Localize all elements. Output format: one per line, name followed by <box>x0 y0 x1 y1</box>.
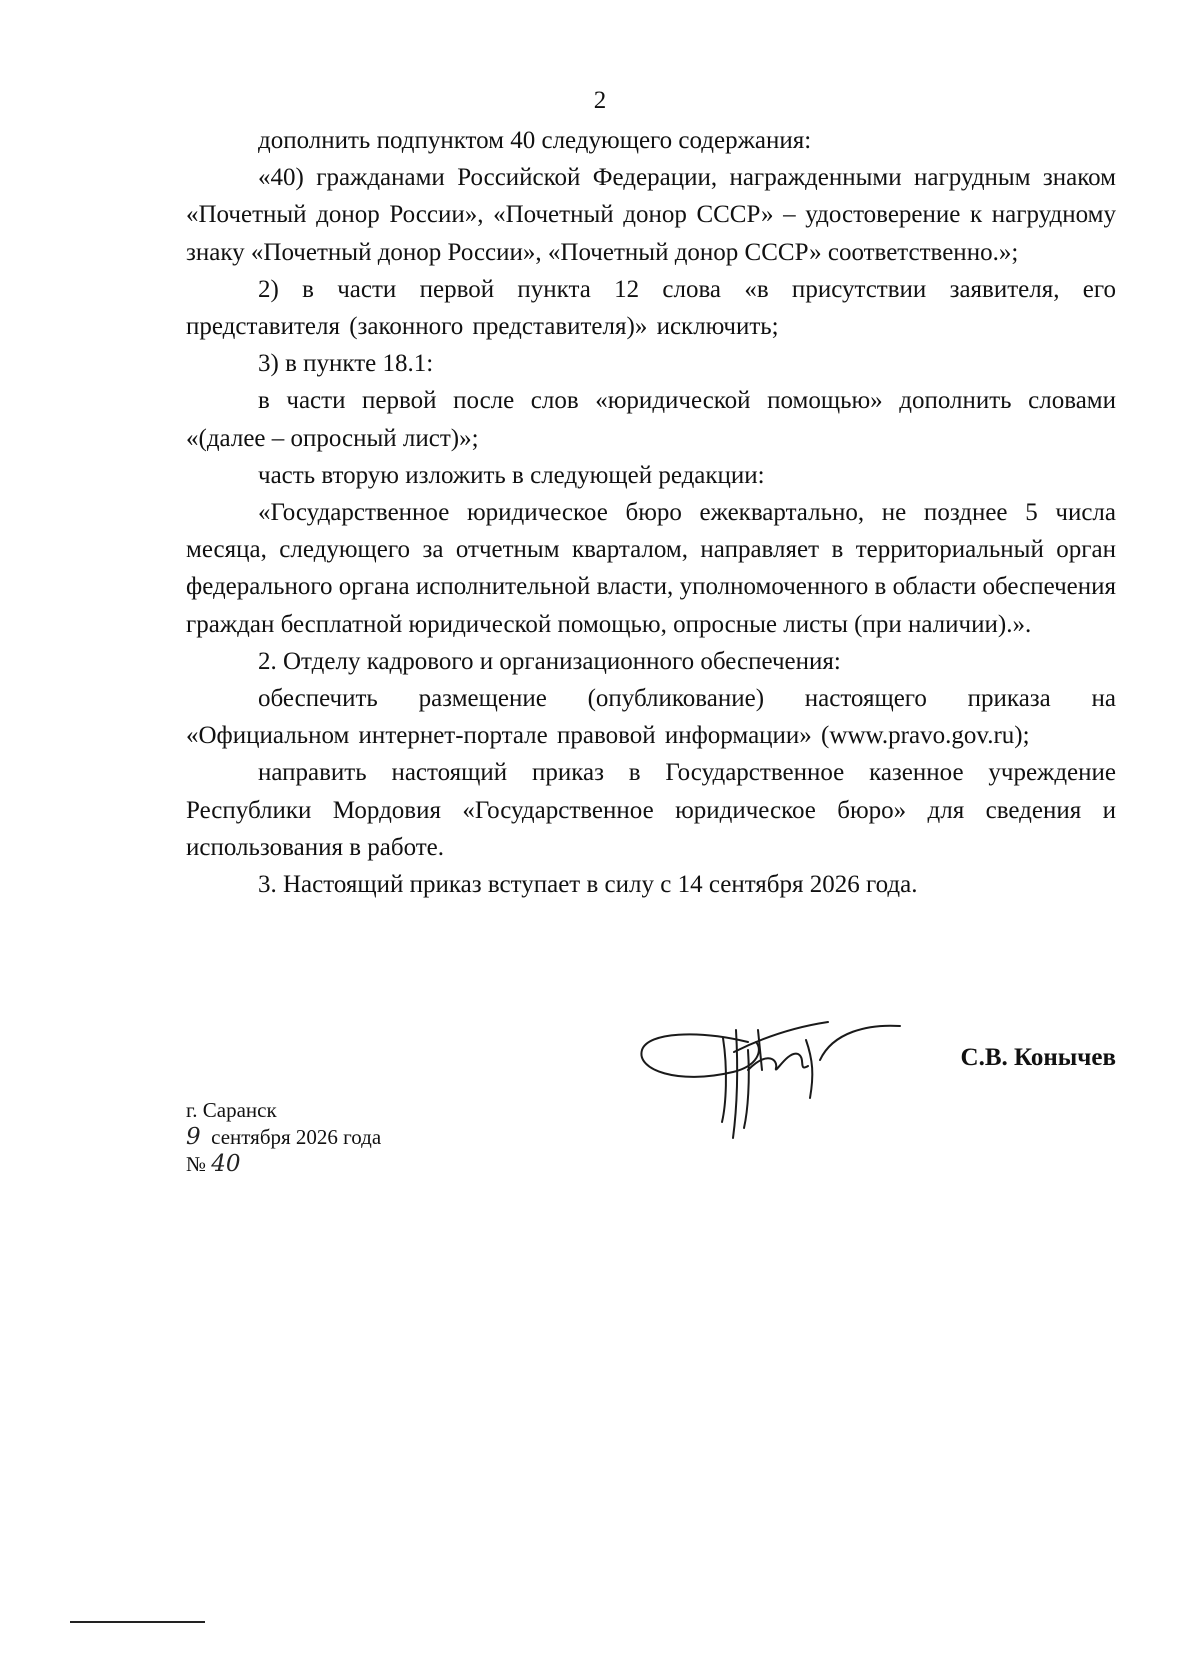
date-day-handwritten: 9 <box>186 1124 201 1150</box>
page-number: 2 <box>593 87 607 114</box>
paragraph-part-two: часть вторую изложить в следующей редакции: <box>258 461 765 489</box>
footnote-separator <box>70 1621 205 1623</box>
signatory-name: С.В. Конычев <box>960 1044 1116 1071</box>
paragraph-item-2: 2. Отделу кадрового и организационного обеспечения: <box>258 647 841 675</box>
paragraph-new-wording: «Государственное юридическое бюро ежеквартально, не позднее 5 числа месяца, следующего за отчетным кварталом, направляет в территориальный орган федерального органа исполнительной власти, уполномоченного в области обеспечения граждан бесплатной юридической помощью, опросные листы (при наличии).». <box>186 499 1116 638</box>
paragraph-effective-date: 3. Настоящий приказ вступает в силу с 14 сентября 2026 года. <box>258 871 918 899</box>
paragraph-part-one: в части первой после слов «юридической помощью» дополнить словами «(далее – опросный лист)»; <box>186 387 1116 452</box>
document-footer-info <box>186 1097 381 1178</box>
paragraph-point-18-1: 3) в пункте 18.1: <box>258 350 434 378</box>
place-of-signing: г. Саранск <box>186 1098 277 1122</box>
number-handwritten: 40 <box>211 1151 241 1177</box>
handwritten-signature <box>638 1010 908 1150</box>
document-body <box>186 122 1116 903</box>
signing-date <box>186 1124 381 1151</box>
date-month-year: сентября 2026 года <box>211 1125 382 1149</box>
paragraph-point-12: 2) в части первой пункта 12 слова «в присутствии заявителя, его представителя (законного представителя)» исключить; <box>186 275 1116 341</box>
paragraph-subpoint-40: «40) гражданами Российской Федерации, награжденными нагрудным знаком «Почетный донор России», «Почетный донор СССР» – удостоверение к нагрудному знаку «Почетный донор России», «Почетный донор СССР» соответственно.»; <box>186 164 1116 266</box>
paragraph-add-subpoint: дополнить подпунктом 40 следующего содержания: <box>258 127 812 154</box>
order-number <box>186 1151 381 1178</box>
paragraph-send: направить настоящий приказ в Государственное казенное учреждение Республики Мордовия «Государственное юридическое бюро» для сведения и использования в работе. <box>186 759 1116 861</box>
number-label: № <box>186 1152 207 1176</box>
paragraph-publish: обеспечить размещение (опубликование) настоящего приказа на «Официальном интернет-портале правовой информации» (www.pravo.gov.ru); <box>186 685 1116 750</box>
